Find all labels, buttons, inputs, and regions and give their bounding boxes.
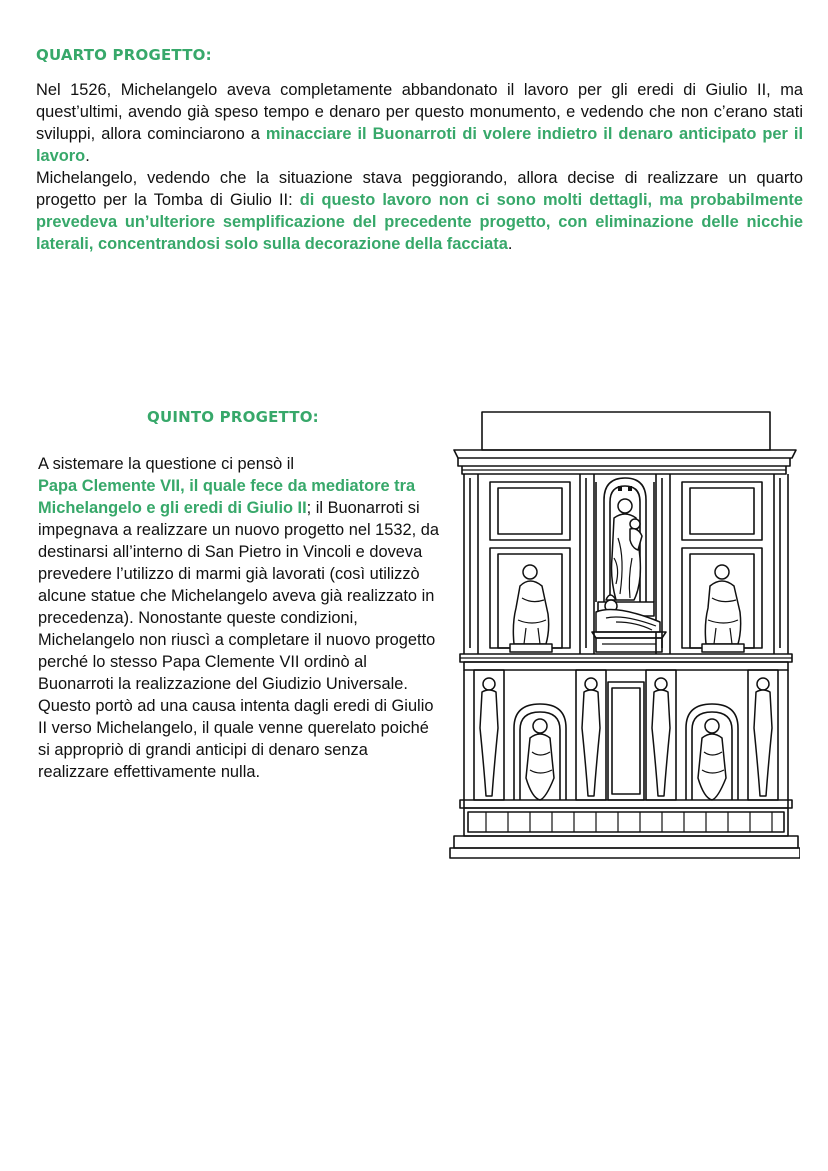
body-text: A sistemare la questione ci pensò il [38,455,295,473]
highlighted-text: di questo lavoro non ci sono molti dettagli, ma probabilmente prevedeva un’ulteriore semplificazione del precedente progetto, con eliminazione delle nicchie laterali, concentrandosi solo sulla decorazione della facciata [36,191,803,253]
section-paragraph-quarto [36,79,803,255]
body-text: Michelangelo, vedendo che la situazione stava peggiorando, allora decise di realizzare un quarto progetto per la Tomba di Giulio II: [36,169,803,209]
section-heading-quarto: QUARTO PROGETTO: [36,46,212,64]
body-text: ; il Buonarroti si impegnava a realizzare un nuovo progetto nel 1532, da destinarsi all’interno di San Pietro in Vincoli e doveva prevedere l’utilizzo di marmi già lavorati (così utilizzò alcune statue che Michelangelo aveva già realizzato in precedenza). Nonostante queste condizioni, Michelangelo non riuscì a completare il nuovo progetto perché lo stesso Papa Clemente VII ordinò al Buonarroti la realizzazione del Giudizio Universale. [38,499,439,693]
body-text: Nel 1526, Michelangelo aveva completamente abbandonato il lavoro per gli eredi di Giulio II, ma quest’ultimi, avendo già speso tempo e denaro per questo monumento, e vedendo che non c’erano stati sviluppi, allora cominciarono a [36,81,803,143]
section-paragraph-quinto [38,453,442,783]
highlighted-text: minacciare il Buonarroti di volere indietro il denaro anticipato per il lavoro [36,125,803,165]
section-heading-quinto: QUINTO PROGETTO: [147,408,319,426]
body-text: . [507,235,513,253]
body-text: . [85,147,90,165]
tomb-of-julius-ii-line-drawing-icon [446,408,800,862]
highlighted-text: Papa Clemente VII, il quale fece da mediatore tra Michelangelo e gli eredi di Giulio II [38,477,416,517]
body-text: Questo portò ad una causa intenta dagli eredi di Giulio II verso Michelangelo, il quale venne querelato poiché si appropriò di grandi anticipi di denaro senza realizzare effettivamente nulla. [38,697,434,781]
